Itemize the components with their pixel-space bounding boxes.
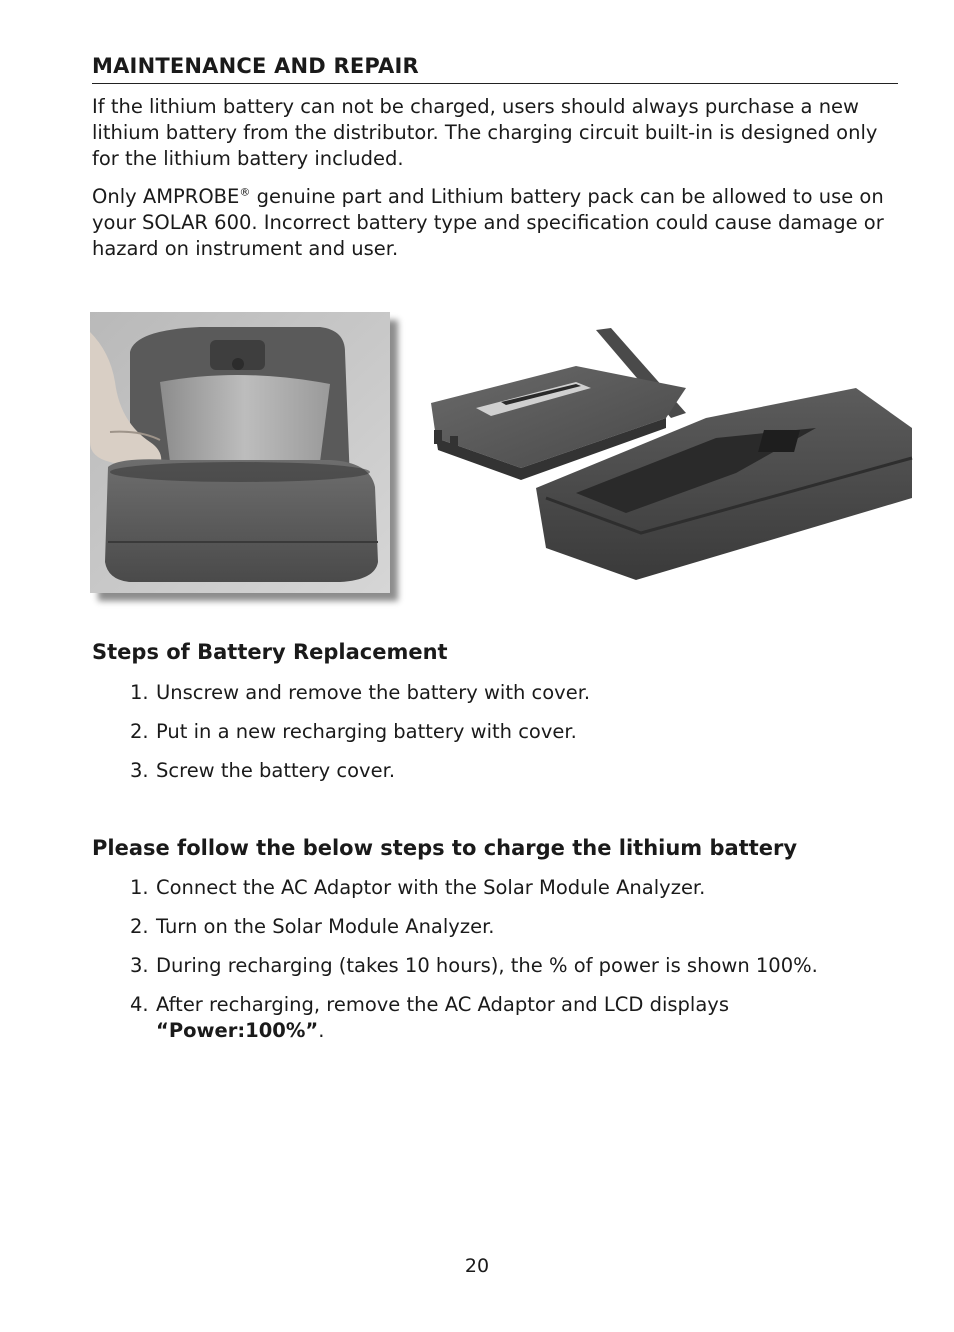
step-text: Turn on the Solar Module Analyzer. <box>156 915 495 938</box>
step-number: 3. <box>130 759 149 782</box>
page-number: 20 <box>464 1255 490 1277</box>
step-number: 2. <box>130 915 149 938</box>
step-number: 1. <box>130 681 149 704</box>
genuine-parts-paragraph <box>92 184 892 262</box>
list-item <box>130 914 890 940</box>
step-text: Connect the AC Adaptor with the Solar Module Analyzer. <box>156 876 706 899</box>
step-text: Put in a new recharging battery with cover. <box>156 720 577 743</box>
charging-steps-list <box>130 875 890 1057</box>
step-text: Screw the battery cover. <box>156 759 396 782</box>
list-item <box>130 680 890 706</box>
list-item <box>130 953 890 979</box>
charging-heading: Please follow the below steps to charge the lithium battery <box>92 836 798 860</box>
lcd-display-value: “Power:100%” <box>156 1019 319 1042</box>
list-item <box>130 758 890 784</box>
step-text: During recharging (takes 10 hours), the % of power is shown 100%. <box>156 954 818 977</box>
list-item <box>130 719 890 745</box>
step-text: After recharging, remove the AC Adaptor and LCD displays <box>156 993 729 1016</box>
list-item <box>130 875 890 901</box>
paragraph-text-end: genuine part and Lithium battery pack can be allowed to use on your SOLAR 600. Incorrect battery type and specification could cause damage or hazard on instrument and user. <box>92 185 884 260</box>
step-number: 4. <box>130 993 149 1016</box>
registered-mark: ® <box>239 185 251 199</box>
step-text: Unscrew and remove the battery with cover. <box>156 681 591 704</box>
step-number: 1. <box>130 876 149 899</box>
step-number: 3. <box>130 954 149 977</box>
replacement-steps-list <box>130 680 890 797</box>
battery-insertion-photo <box>90 312 390 593</box>
replacement-heading: Steps of Battery Replacement <box>92 640 448 664</box>
section-title: MAINTENANCE AND REPAIR <box>92 54 898 84</box>
list-item <box>130 992 890 1044</box>
step-number: 2. <box>130 720 149 743</box>
open-battery-compartment-photo <box>426 318 916 598</box>
paragraph-text-start: Only AMPROBE <box>92 185 240 208</box>
intro-paragraph: If the lithium battery can not be charged, users should always purchase a new lithium battery from the distributor. The charging circuit built-in is designed only for the lithium battery included. <box>92 95 878 170</box>
step-text-tail: . <box>318 1019 325 1042</box>
